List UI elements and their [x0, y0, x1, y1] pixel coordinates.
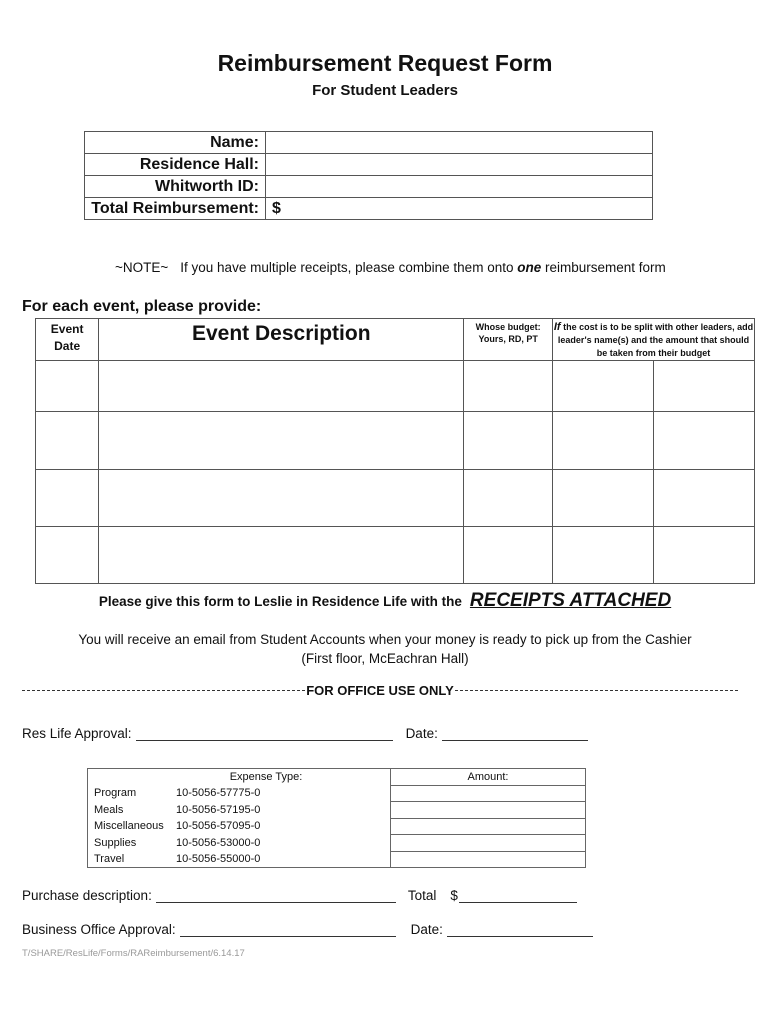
event-description-cell[interactable] [99, 527, 464, 584]
split-cost-text: the cost is to be split with other leaders, add leader's name(s) and the amount that should be taken from their budget [557, 322, 754, 358]
event-description-header [99, 319, 464, 361]
event-description-header-text: Event Description [191, 322, 371, 345]
business-office-approval-line[interactable] [180, 922, 396, 937]
email-line-2: (First floor, McEachran Hall) [301, 651, 469, 666]
expense-code: 10-5056-57095-0 [176, 820, 261, 833]
expense-row [88, 802, 586, 819]
whitworth-id-row [85, 176, 653, 198]
event-row [36, 412, 755, 470]
events-header-row [36, 319, 755, 361]
file-path-footer: T/SHARE/ResLife/Forms/RAReimbursement/6.14.17 [22, 948, 245, 959]
total-label: Total [407, 888, 437, 903]
expense-name: Program [94, 787, 137, 800]
residence-hall-field[interactable] [266, 154, 653, 176]
split-names-cell[interactable] [553, 470, 654, 527]
split-cost-header [553, 319, 755, 361]
total-dollar-sign: $ [450, 888, 458, 903]
note-text-after: reimbursement form [541, 260, 666, 275]
split-names-cell[interactable] [553, 527, 654, 584]
purchase-description-label: Purchase description: [22, 888, 152, 903]
name-label: Name: [85, 132, 266, 154]
split-amount-cell[interactable] [654, 412, 755, 470]
student-info-table [84, 131, 653, 220]
res-life-date-label: Date: [405, 726, 438, 741]
divider-dashes-right [455, 690, 738, 691]
event-date-cell[interactable] [36, 527, 99, 584]
event-description-cell[interactable] [99, 361, 464, 412]
business-office-approval-row [22, 922, 593, 937]
expense-type-cell [88, 851, 391, 868]
expense-name: Supplies [94, 836, 137, 849]
expense-amount-cell[interactable] [391, 835, 586, 852]
expense-table [87, 768, 586, 868]
office-use-divider [22, 683, 738, 698]
amount-header: Amount: [391, 769, 586, 786]
name-field[interactable] [266, 132, 653, 154]
event-date-cell[interactable] [36, 412, 99, 470]
note-emphasis: one [517, 260, 542, 275]
name-row [85, 132, 653, 154]
whose-budget-cell[interactable] [464, 361, 553, 412]
event-row [36, 470, 755, 527]
expense-amount-cell[interactable] [391, 818, 586, 835]
total-reimbursement-row [85, 198, 653, 220]
event-description-cell[interactable] [99, 412, 464, 470]
expense-code: 10-5056-57195-0 [176, 803, 261, 816]
email-line-1: You will receive an email from Student Accounts when your money is ready to pick up from the Cashier [78, 632, 692, 647]
business-office-date-label: Date: [410, 922, 443, 937]
split-amount-cell[interactable] [654, 527, 755, 584]
expense-row [88, 851, 586, 868]
expense-type-cell [88, 802, 391, 819]
total-reimbursement-field[interactable] [266, 198, 653, 220]
divider-dashes-left [22, 690, 305, 691]
whose-budget-line1: Whose budget: [475, 322, 541, 332]
split-names-cell[interactable] [553, 412, 654, 470]
event-date-header-line1: Event [50, 322, 84, 336]
expense-amount-cell[interactable] [391, 785, 586, 802]
split-amount-cell[interactable] [654, 361, 755, 412]
expense-type-cell [88, 818, 391, 835]
whose-budget-cell[interactable] [464, 412, 553, 470]
event-date-cell[interactable] [36, 470, 99, 527]
event-date-header-line2: Date [54, 339, 81, 353]
events-table [35, 318, 755, 584]
expense-type-cell [88, 835, 391, 852]
res-life-approval-label: Res Life Approval: [22, 726, 132, 741]
purchase-description-line[interactable] [156, 888, 396, 903]
form-title: Reimbursement Request Form [217, 50, 553, 76]
total-reimbursement-label: Total Reimbursement: [85, 198, 266, 220]
residence-hall-label: Residence Hall: [85, 154, 266, 176]
whose-budget-line2: Yours, RD, PT [478, 334, 538, 344]
expense-code: 10-5056-57775-0 [176, 787, 261, 800]
expense-row [88, 835, 586, 852]
split-cost-if: If [553, 321, 561, 333]
whose-budget-header [464, 319, 553, 361]
event-row [36, 527, 755, 584]
expense-code: 10-5056-55000-0 [176, 853, 261, 865]
whose-budget-cell[interactable] [464, 470, 553, 527]
event-row [36, 361, 755, 412]
res-life-date-line[interactable] [442, 726, 588, 741]
note-text-before: If you have multiple receipts, please combine them onto [180, 260, 518, 275]
expense-name: Miscellaneous [94, 820, 164, 833]
expense-type-cell [88, 785, 391, 802]
expense-name: Travel [94, 853, 125, 865]
purchase-description-row [22, 888, 577, 903]
residence-hall-row [85, 154, 653, 176]
form-subtitle: For Student Leaders [312, 82, 458, 99]
office-use-heading: FOR OFFICE USE ONLY [306, 683, 454, 698]
expense-code: 10-5056-53000-0 [176, 836, 261, 849]
expense-row [88, 818, 586, 835]
note-line [115, 260, 666, 275]
expense-row [88, 785, 586, 802]
split-amount-cell[interactable] [654, 470, 755, 527]
whitworth-id-label: Whitworth ID: [85, 176, 266, 198]
give-text: Please give this form to Leslie in Residence Life with the [98, 594, 462, 609]
business-office-approval-label: Business Office Approval: [22, 922, 176, 937]
event-description-cell[interactable] [99, 470, 464, 527]
receipts-attached: RECEIPTS ATTACHED [469, 590, 672, 611]
res-life-approval-row [22, 726, 588, 741]
business-office-date-line[interactable] [447, 922, 593, 937]
events-intro: For each event, please provide: [22, 298, 262, 315]
res-life-approval-line[interactable] [136, 726, 393, 741]
split-names-cell[interactable] [553, 361, 654, 412]
total-amount-line[interactable] [459, 888, 577, 903]
expense-header-row [88, 769, 586, 786]
expense-name: Meals [94, 803, 124, 816]
whose-budget-cell[interactable] [464, 527, 553, 584]
expense-amount-cell[interactable] [391, 851, 586, 868]
event-date-header [36, 319, 99, 361]
note-prefix: ~NOTE~ [115, 260, 169, 275]
expense-amount-cell[interactable] [391, 802, 586, 819]
expense-type-header: Expense Type: [88, 769, 391, 786]
dollar-sign: $ [272, 199, 281, 217]
event-date-cell[interactable] [36, 361, 99, 412]
whitworth-id-field[interactable] [266, 176, 653, 198]
email-notice [0, 630, 770, 668]
submission-instructions [0, 590, 770, 612]
